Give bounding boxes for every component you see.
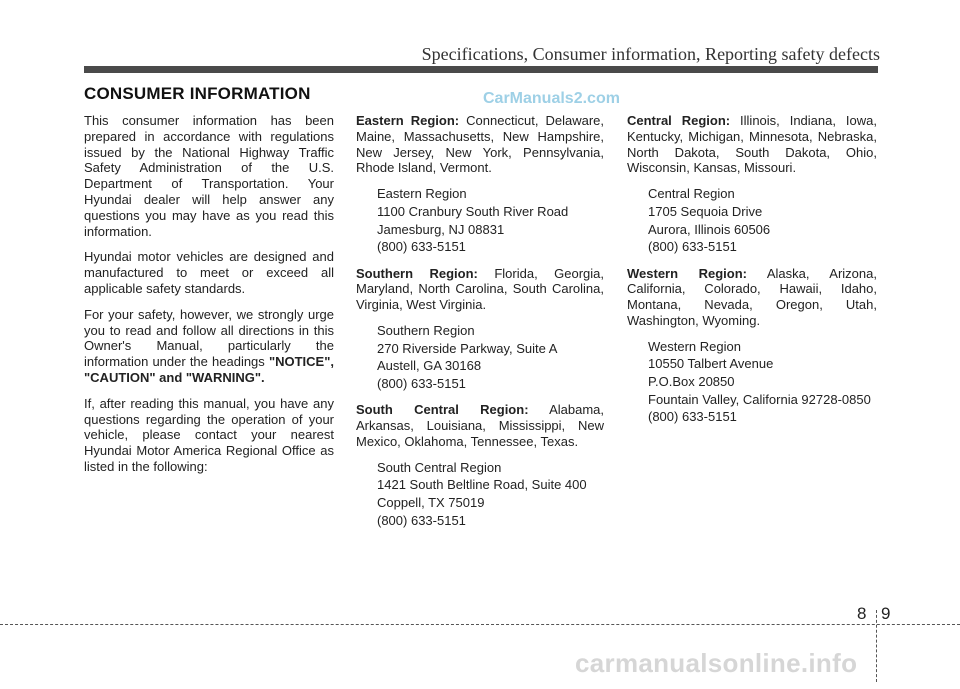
column-regions-2 — [627, 113, 877, 436]
central-region-states-text: Illinois, Indiana, Iowa, Kentucky, Michigan, Minnesota, Nebraska, North Dakota, South Dakota, Ohio, Wisconsin, Kansas, Missouri. — [627, 113, 877, 176]
intro-paragraph-3 — [84, 307, 334, 386]
southern-region-address — [377, 323, 604, 392]
eastern-region-states-text: Connecticut, Delaware, Maine, Massachusetts, New Hampshire, New Jersey, New York, Pennsylvania, Rhode Island, Vermont. — [356, 113, 605, 176]
western-region-states-text: Alaska, Arizona, California, Colorado, Hawaii, Idaho, Montana, Nevada, Oregon, Utah, Washington, Wyoming. — [627, 265, 877, 328]
intro-paragraph-2: Hyundai motor vehicles are designed and manufactured to meet or exceed all applicable safety standards. — [84, 249, 334, 296]
south-central-region-states — [356, 402, 604, 449]
intro-paragraph-1: This consumer information has been prepared in accordance with regulations issued by the National Highway Traffic Safety Administration of the U.S. Department of Transportation. Your Hyundai dealer will help answer any questions you may have as you read this information. — [84, 113, 334, 239]
eastern-region-states — [356, 113, 604, 176]
address-line: Southern Region — [377, 322, 475, 338]
address-line: 1705 Sequoia Drive — [648, 203, 763, 219]
western-region-label: Western Region: — [627, 265, 747, 281]
watermark-top: CarManuals2.com — [483, 90, 620, 107]
southern-region-label: Southern Region: — [356, 265, 478, 281]
address-phone: (800) 633-5151 — [648, 239, 737, 255]
intro-paragraph-3-headings: "NOTICE", "CAUTION" and "WARNING". — [84, 354, 334, 385]
section-title: CONSUMER INFORMATION — [84, 84, 311, 103]
address-line: Austell, GA 30168 — [377, 358, 482, 374]
address-line: Central Region — [648, 186, 735, 202]
address-line: Jamesburg, NJ 08831 — [377, 221, 505, 237]
south-central-region-address — [377, 460, 604, 529]
central-region-address — [648, 186, 877, 255]
column-regions-1 — [356, 113, 604, 539]
central-region-label: Central Region: — [627, 113, 731, 128]
western-region-states — [627, 266, 877, 329]
address-line: 270 Riverside Parkway, Suite A — [377, 340, 558, 356]
page-number: 9 — [881, 604, 891, 623]
address-line: Aurora, Illinois 60506 — [648, 221, 771, 237]
footer-divider — [876, 610, 877, 682]
address-line: Fountain Valley, California 92728-0850 — [648, 391, 871, 407]
chapter-number: 8 — [857, 604, 867, 623]
address-phone: (800) 633-5151 — [377, 376, 466, 391]
address-line: Coppell, TX 75019 — [377, 495, 485, 511]
address-phone: (800) 633-5151 — [377, 239, 466, 255]
address-phone: (800) 633-5151 — [377, 512, 466, 528]
southern-region-states — [356, 266, 604, 313]
eastern-region-label: Eastern Region: — [356, 113, 460, 128]
eastern-region-address — [377, 186, 604, 255]
address-line: South Central Region — [377, 459, 502, 475]
address-line: 1100 Cranbury South River Road — [377, 203, 569, 219]
south-central-region-label: South Central Region: — [356, 402, 529, 418]
header-bar — [84, 66, 878, 73]
header-title: Specifications, Consumer information, Reporting safety defects — [421, 44, 880, 64]
south-central-region-states-text: Alabama, Arkansas, Louisiana, Mississippi, New Mexico, Oklahoma, Tennessee, Texas. — [356, 402, 604, 449]
address-phone: (800) 633-5151 — [648, 409, 737, 425]
watermark-bottom: carmanualsonline.info — [575, 648, 858, 678]
address-line: 10550 Talbert Avenue — [648, 356, 774, 372]
address-line: 1421 South Beltline Road, Suite 400 — [377, 477, 587, 493]
western-region-address — [648, 339, 877, 426]
intro-paragraph-4: If, after reading this manual, you have any questions regarding the operation of your vehicle, please contact your nearest Hyundai Motor America Regional Office as listed in the following: — [84, 395, 334, 474]
address-line: Eastern Region — [377, 186, 467, 202]
southern-region-states-text: Florida, Georgia, Maryland, North Carolina, South Carolina, Virginia, West Virginia. — [356, 265, 605, 313]
column-intro — [84, 113, 334, 485]
central-region-states — [627, 113, 877, 176]
address-line: Western Region — [648, 338, 741, 354]
address-line: P.O.Box 20850 — [648, 374, 735, 390]
footer-rule — [0, 624, 960, 625]
intro-paragraph-3-text: For your safety, however, we strongly urge you to read and follow all directions in this Owner's Manual, particularly the information under the headings — [84, 306, 334, 370]
